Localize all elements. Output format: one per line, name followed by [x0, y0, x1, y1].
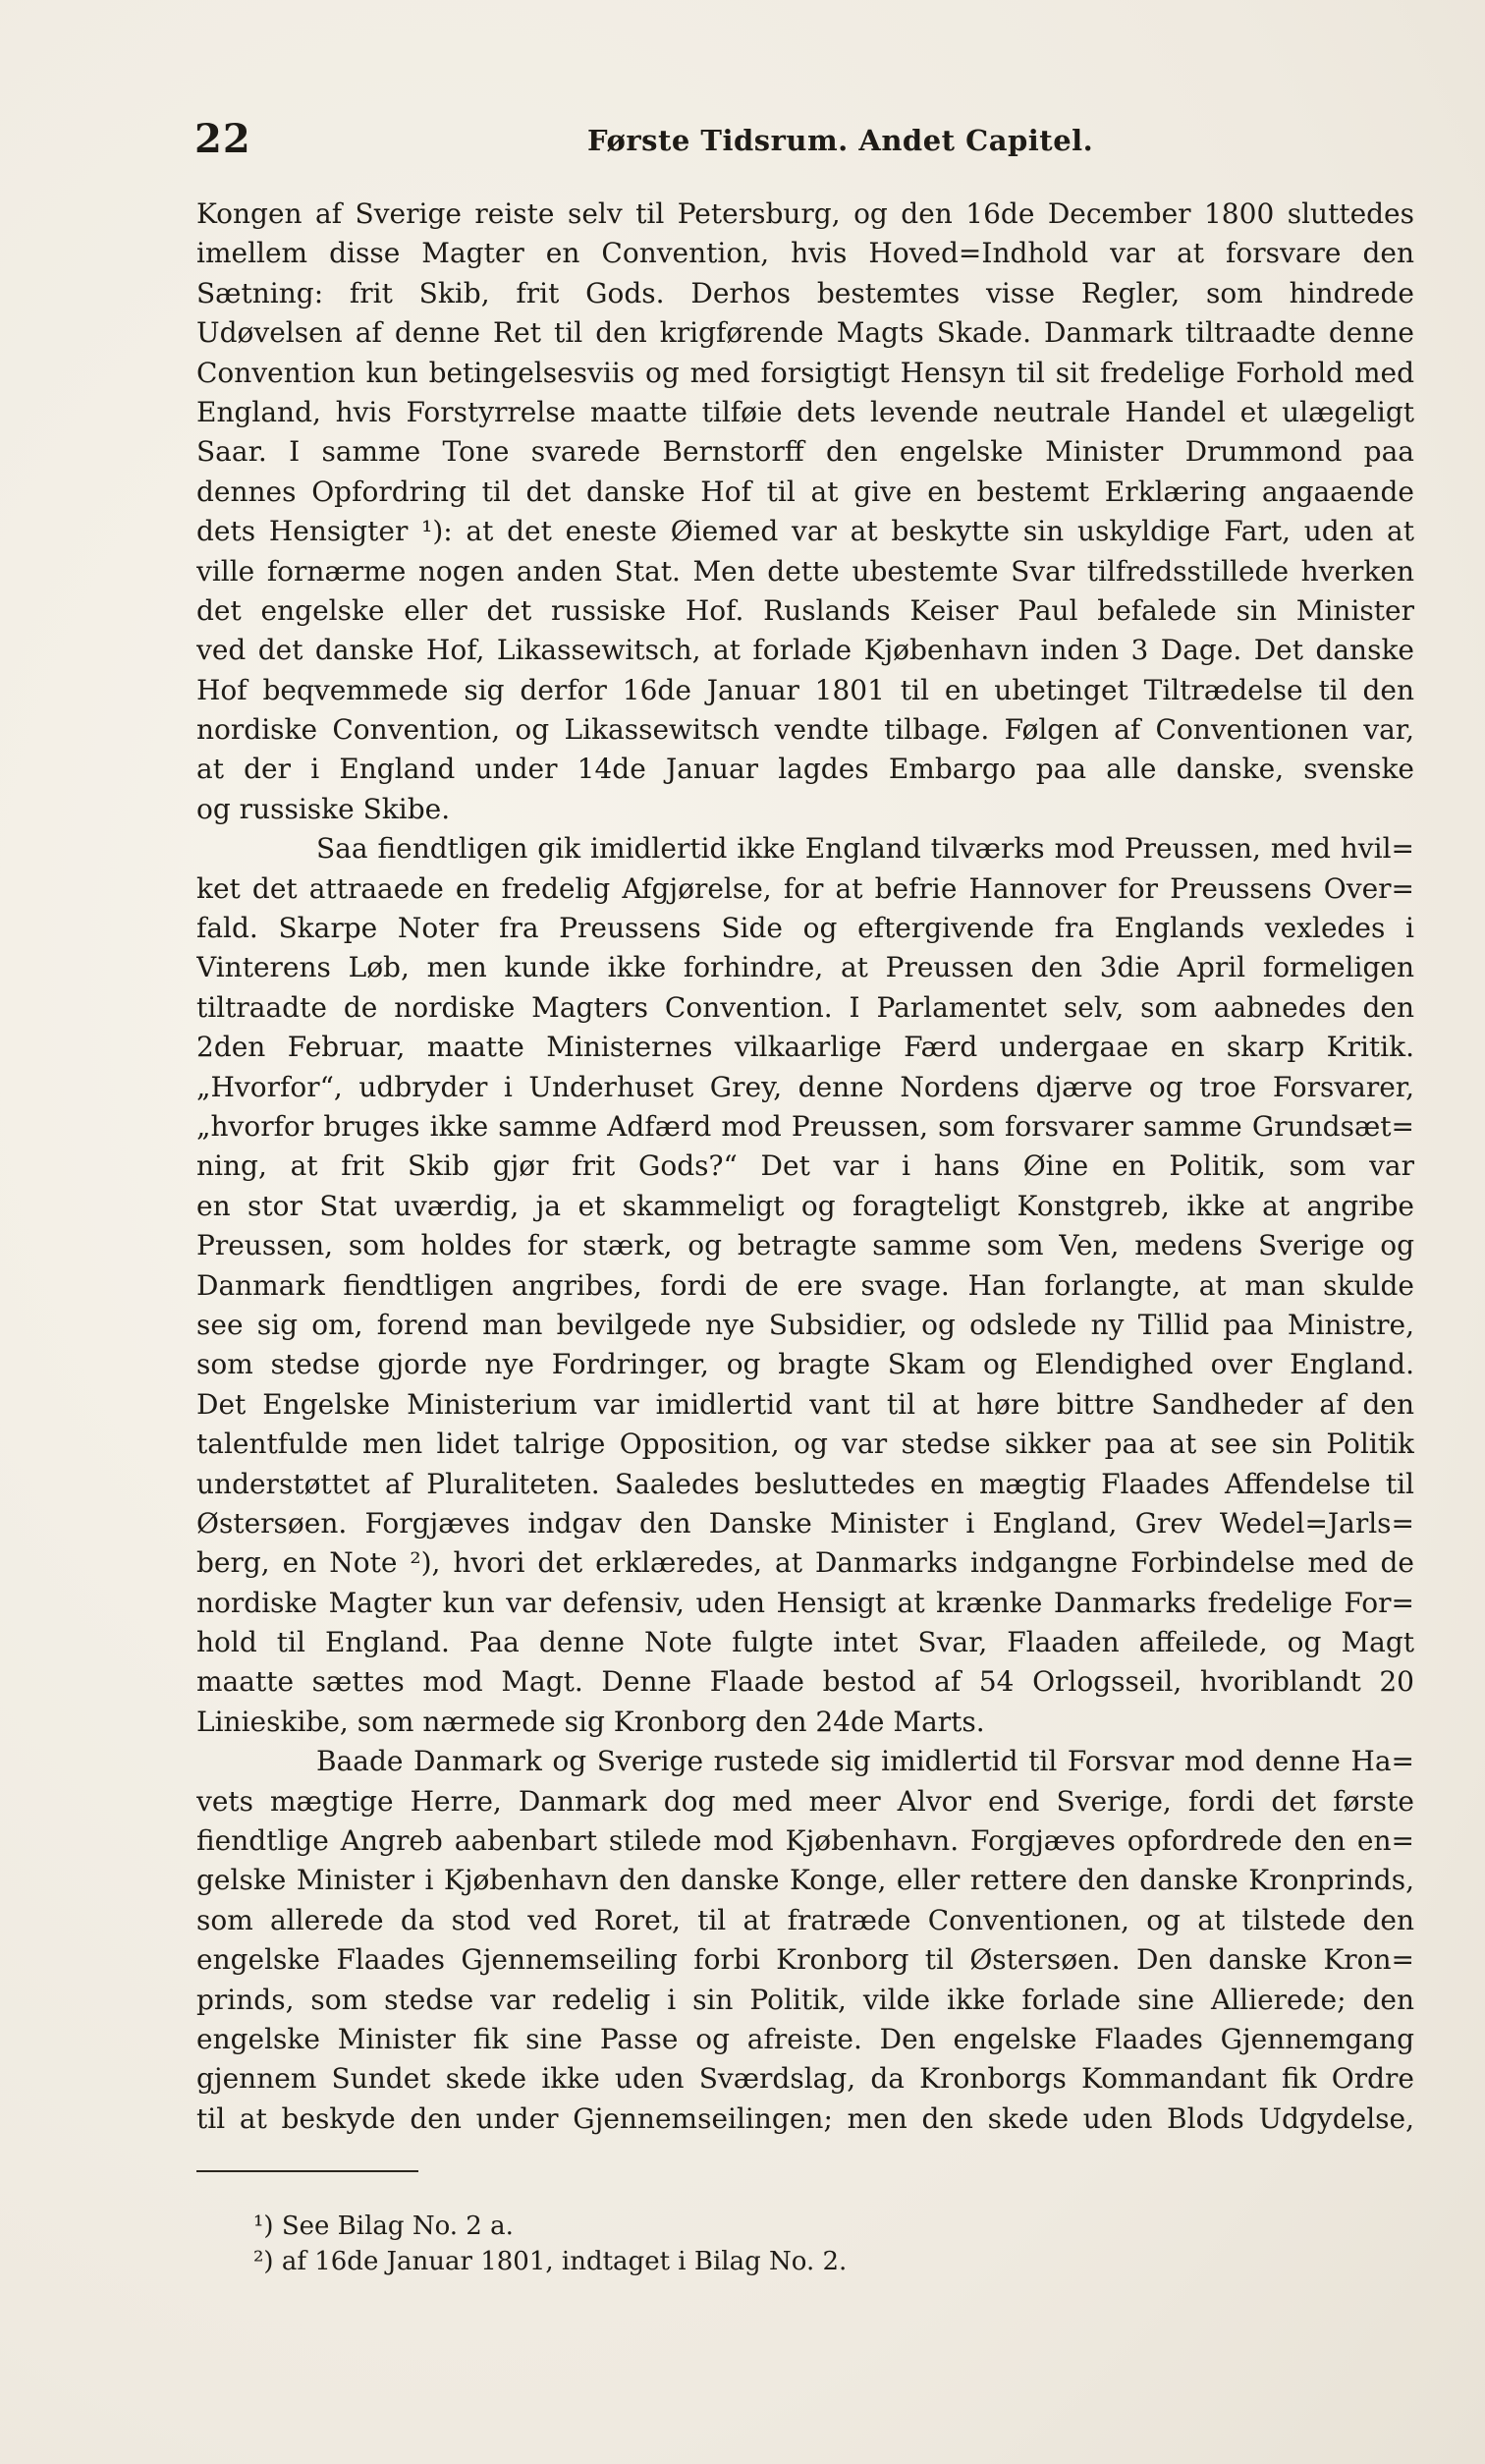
- footnote-2: ²) af 16de Januar 1801, indtaget i Bilag No. 2.: [253, 2247, 848, 2276]
- text-line: ville fornærme nogen anden Stat. Men dette ubestemte Svar tilfredsstillede hverken: [196, 554, 1414, 588]
- paragraph-start-line: Saa fiendtligen gik imidlertid ikke England tilværks mod Preussen, med hvil=: [316, 832, 1414, 866]
- text-line: understøttet af Pluraliteten. Saaledes besluttedes en mægtig Flaades Affendelse til: [196, 1467, 1414, 1500]
- text-line: gelske Minister i Kjøbenhavn den danske Konge, eller rettere den danske Kronprinds,: [196, 1864, 1414, 1897]
- footnote-1: ¹) See Bilag No. 2 a.: [253, 2212, 514, 2241]
- paragraph-start-line: Baade Danmark og Sverige rustede sig imidlertid til Forsvar mod denne Ha=: [316, 1745, 1414, 1778]
- text-line: ket det attraaede en fredelig Afgjørelse, for at befrie Hannover for Preussens Over=: [196, 871, 1414, 905]
- text-line: Convention kun betingelsesviis og med forsigtigt Hensyn til sit fredelige Forhold med: [196, 356, 1414, 389]
- text-line: vets mægtige Herre, Danmark dog med meer Alvor end Sverige, fordi det første: [196, 1784, 1414, 1818]
- text-line: nordiske Magter kun var defensiv, uden Hensigt at krænke Danmarks fredelige For=: [196, 1586, 1414, 1619]
- text-line: dets Hensigter ¹): at det eneste Øiemed var at beskytte sin uskyldige Fart, uden at: [196, 515, 1414, 548]
- text-line: Det Engelske Ministerium var imidlertid vant til at høre bittre Sandheder af den: [196, 1387, 1414, 1421]
- text-line: det engelske eller det russiske Hof. Ruslands Keiser Paul befalede sin Minister: [196, 593, 1414, 627]
- text-line: som stedse gjorde nye Fordringer, og bragte Skam og Elendighed over England.: [196, 1348, 1414, 1381]
- text-line: maatte sættes mod Magt. Denne Flaade bestod af 54 Orlogsseil, hvoriblandt 20: [196, 1665, 1414, 1699]
- text-line: Preussen, som holdes for stærk, og betragte samme som Ven, medens Sverige og: [196, 1229, 1414, 1262]
- text-line: engelske Minister fik sine Passe og afreiste. Den engelske Flaades Gjennemgang: [196, 2022, 1414, 2055]
- text-line: gjennem Sundet skede ikke uden Sværdslag, da Kronborgs Kommandant fik Ordre: [196, 2062, 1414, 2096]
- paragraph-end-line: og russiske Skibe.: [196, 792, 451, 825]
- text-line: England, hvis Forstyrrelse maatte tilføie dets levende neutrale Handel et ulægeligt: [196, 395, 1414, 428]
- paragraph-end-line: Linieskibe, som nærmede sig Kronborg den 24de Marts.: [196, 1705, 985, 1738]
- text-line: at der i England under 14de Januar lagdes Embargo paa alle danske, svenske: [196, 753, 1414, 786]
- text-line: talentfulde men lidet talrige Opposition, og var stedse sikker paa at see sin Politik: [196, 1428, 1414, 1461]
- text-line: Kongen af Sverige reiste selv til Petersburg, og den 16de December 1800 sluttedes: [196, 197, 1414, 230]
- text-line: som allerede da stod ved Roret, til at fratræde Conventionen, og at tilstede den: [196, 1903, 1414, 1936]
- text-line: nordiske Convention, og Likassewitsch vendte tilbage. Følgen af Conventionen var,: [196, 713, 1414, 747]
- text-line: Udøvelsen af denne Ret til den krigførende Magts Skade. Danmark tiltraadte denne: [196, 316, 1414, 350]
- text-line: en stor Stat uværdig, ja et skammeligt og foragteligt Konstgreb, ikke at angribe: [196, 1189, 1414, 1222]
- text-line: hold til England. Paa denne Note fulgte intet Svar, Flaaden affeilede, og Magt: [196, 1626, 1414, 1659]
- text-line: prinds, som stedse var redelig i sin Politik, vilde ikke forlade sine Allierede; den: [196, 1983, 1414, 2016]
- text-line: engelske Flaades Gjennemseiling forbi Kronborg til Østersøen. Den danske Kron=: [196, 1943, 1414, 1977]
- text-line: Hof beqvemmede sig derfor 16de Januar 1801 til en ubetinget Tiltrædelse til den: [196, 673, 1414, 706]
- footnote-divider: [196, 2170, 418, 2172]
- text-line: Sætning: frit Skib, frit Gods. Derhos bestemtes visse Regler, som hindrede: [196, 276, 1414, 309]
- text-line: ning, at frit Skib gjør frit Gods?“ Det var i hans Øine en Politik, som var: [196, 1149, 1414, 1183]
- page-number: 22: [194, 116, 251, 162]
- text-line: imellem disse Magter en Convention, hvis Hoved=Indhold var at forsvare den: [196, 237, 1414, 270]
- text-line: tiltraadte de nordiske Magters Convention. I Parlamentet selv, som aabnedes den: [196, 990, 1414, 1024]
- text-line: Østersøen. Forgjæves indgav den Danske Minister i England, Grev Wedel=Jarls=: [196, 1506, 1414, 1540]
- text-line: 2den Februar, maatte Ministernes vilkaarlige Færd undergaae en skarp Kritik.: [196, 1031, 1414, 1064]
- text-line: ved det danske Hof, Likassewitsch, at forlade Kjøbenhavn inden 3 Dage. Det danske: [196, 634, 1414, 667]
- running-head: [194, 116, 1412, 175]
- body-text: [196, 195, 1414, 2139]
- text-line: til at beskyde den under Gjennemseilingen; men den skede uden Blods Udgydelse,: [196, 2101, 1414, 2135]
- running-title: Første Tidsrum. Andet Capitel.: [587, 124, 1094, 157]
- footnotes: [253, 2209, 1137, 2279]
- text-line: berg, en Note ²), hvori det erklæredes, at Danmarks indgangne Forbindelse med de: [196, 1546, 1414, 1580]
- text-line: Vinterens Løb, men kunde ikke forhindre, at Preussen den 3die April formeligen: [196, 951, 1414, 984]
- text-line: „Hvorfor“, udbryder i Underhuset Grey, denne Nordens djærve og troe Forsvarer,: [196, 1070, 1414, 1103]
- text-line: fald. Skarpe Noter fra Preussens Side og eftergivende fra Englands vexledes i: [196, 912, 1414, 945]
- text-line: see sig om, forend man bevilgede nye Subsidier, og odslede ny Tillid paa Ministre,: [196, 1308, 1414, 1341]
- text-line: Saar. I samme Tone svarede Bernstorff den engelske Minister Drummond paa: [196, 435, 1414, 469]
- text-line: fiendtlige Angreb aabenbart stilede mod Kjøbenhavn. Forgjæves opfordrede den en=: [196, 1824, 1414, 1858]
- text-line: „hvorfor bruges ikke samme Adfærd mod Preussen, som forsvarer samme Grundsæt=: [196, 1109, 1414, 1143]
- text-line: Danmark fiendtligen angribes, fordi de ere svage. Han forlangte, at man skulde: [196, 1268, 1414, 1302]
- text-line: dennes Opfordring til det danske Hof til at give en bestemt Erklæring angaaende: [196, 475, 1414, 508]
